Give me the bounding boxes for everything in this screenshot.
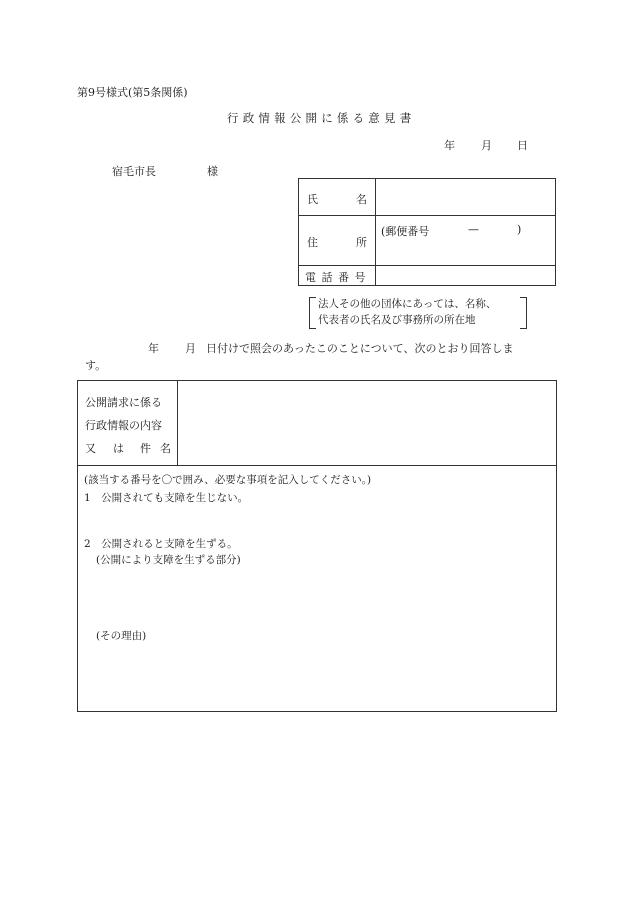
- answer-instruction: (該当する番号を〇で囲み、必要な事項を記入してください。): [84, 474, 372, 486]
- document-title: 行政情報公開に係る意見書: [227, 111, 416, 125]
- box-divider: [78, 465, 556, 466]
- respondent-info-table: [298, 178, 556, 286]
- date-day-label: 日: [517, 139, 528, 152]
- postal-code-prefix: (郵便番号: [381, 225, 430, 238]
- response-box: [77, 380, 557, 712]
- statement-text-line1: 日付けで照会のあったこのことについて、次のとおり回答しま: [206, 342, 514, 355]
- request-content-field[interactable]: [178, 381, 556, 465]
- org-note-line1: 法人その他の団体にあっては、名称、: [318, 298, 497, 310]
- address-label-2: 所: [356, 236, 367, 249]
- request-content-label-line1: 公開請求に係る: [85, 396, 162, 409]
- answer-option-1[interactable]: 1 公開されても支障を生じない。: [84, 492, 249, 504]
- statement-year-label: 年: [148, 342, 159, 355]
- date-month-label: 月: [481, 139, 492, 152]
- phone-label: 電 話 番 号: [305, 271, 367, 284]
- phone-field[interactable]: [376, 266, 556, 286]
- request-content-label-line3c: 件: [140, 442, 151, 455]
- answer-reason-label: (その理由): [96, 630, 147, 642]
- form-number: 第9号様式(第5条関係): [77, 86, 188, 99]
- statement-text-line2: す。: [85, 359, 107, 372]
- address-label-1: 住: [307, 236, 318, 249]
- right-bracket: [520, 297, 527, 329]
- name-label-1: 氏: [307, 193, 318, 206]
- postal-code-suffix: ): [517, 223, 522, 236]
- name-field[interactable]: [376, 179, 556, 215]
- statement-month-label: 月: [185, 342, 196, 355]
- name-label-2: 名: [356, 193, 367, 206]
- request-content-label-line3a: 又: [85, 442, 96, 455]
- recipient-name: 宿毛市長: [112, 165, 156, 178]
- request-content-label-line3d: 名: [160, 442, 171, 455]
- request-content-label-line3b: は: [113, 442, 124, 455]
- answer-option-2-detail: (公開により支障を生ずる部分): [96, 554, 241, 566]
- org-note-line2: 代表者の氏名及び事務所の所在地: [318, 314, 476, 326]
- left-bracket: [309, 297, 316, 329]
- date-year-label: 年: [444, 139, 455, 152]
- answer-option-2[interactable]: 2 公開されると支障を生ずる。: [84, 538, 238, 550]
- recipient-honorific: 様: [207, 165, 218, 178]
- postal-code-dash: —: [468, 223, 479, 236]
- request-content-label-line2: 行政情報の内容: [85, 419, 162, 432]
- address-field[interactable]: [376, 216, 556, 265]
